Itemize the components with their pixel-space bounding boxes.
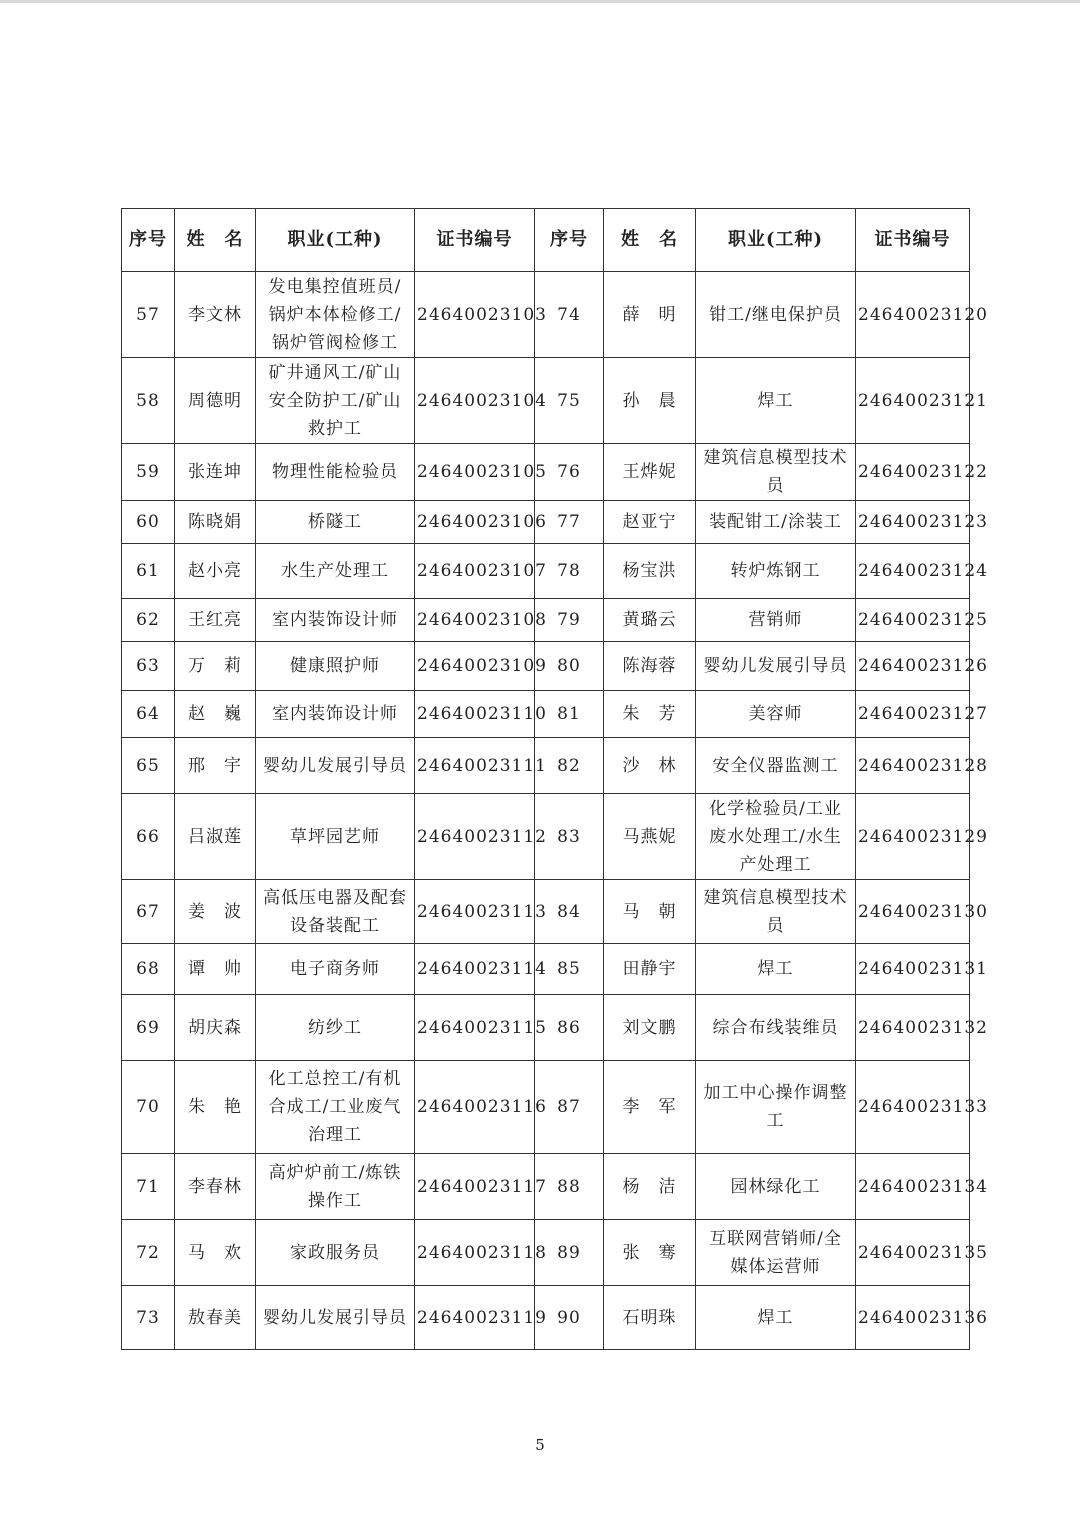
cell-job: 化工总控工/有机 合成工/工业废气 治理工 — [256, 1061, 415, 1154]
cell-name: 赵 巍 — [175, 691, 256, 738]
cell-no: 85 — [535, 944, 604, 995]
cell-name: 杨宝洪 — [604, 544, 696, 599]
table-row — [122, 358, 970, 444]
cell-name: 张连坤 — [175, 444, 256, 501]
cell-job: 焊工 — [696, 1286, 856, 1350]
cell-no: 61 — [122, 544, 175, 599]
cell-name: 赵亚宁 — [604, 501, 696, 544]
cell-name: 刘文鹏 — [604, 995, 696, 1061]
table-row — [122, 995, 970, 1061]
cell-name: 赵小亮 — [175, 544, 256, 599]
cell-no: 81 — [535, 691, 604, 738]
cell-job: 婴幼儿发展引导员 — [256, 1286, 415, 1350]
cell-cert: 24640023126 — [856, 642, 970, 691]
cell-cert: 24640023130 — [856, 880, 970, 944]
table-row — [122, 880, 970, 944]
header-name: 姓 名 — [175, 209, 256, 272]
cell-no: 82 — [535, 738, 604, 794]
cell-cert: 24640023119 — [415, 1286, 535, 1350]
cell-no: 66 — [122, 794, 175, 880]
cell-cert: 24640023135 — [856, 1220, 970, 1286]
cell-job: 婴幼儿发展引导员 — [256, 738, 415, 794]
header-cert: 证书编号 — [856, 209, 970, 272]
cell-name: 万 莉 — [175, 642, 256, 691]
table-row — [122, 272, 970, 358]
cell-name: 李文林 — [175, 272, 256, 358]
cell-job: 加工中心操作调整工 — [696, 1061, 856, 1154]
cell-job: 电子商务师 — [256, 944, 415, 995]
cell-no: 83 — [535, 794, 604, 880]
cell-name: 马 朝 — [604, 880, 696, 944]
cell-cert: 24640023112 — [415, 794, 535, 880]
cell-name: 胡庆森 — [175, 995, 256, 1061]
cell-name: 薛 明 — [604, 272, 696, 358]
cell-name: 陈晓娟 — [175, 501, 256, 544]
cell-name: 王红亮 — [175, 599, 256, 642]
cell-name: 沙 林 — [604, 738, 696, 794]
table-row — [122, 501, 970, 544]
cell-no: 80 — [535, 642, 604, 691]
cell-job: 焊工 — [696, 944, 856, 995]
cell-cert: 24640023117 — [415, 1154, 535, 1220]
cell-cert: 24640023109 — [415, 642, 535, 691]
header-no: 序号 — [535, 209, 604, 272]
cell-no: 75 — [535, 358, 604, 444]
cell-no: 88 — [535, 1154, 604, 1220]
table-row — [122, 738, 970, 794]
cell-no: 78 — [535, 544, 604, 599]
cell-no: 73 — [122, 1286, 175, 1350]
header-job: 职业(工种) — [696, 209, 856, 272]
cell-name: 田静宇 — [604, 944, 696, 995]
cell-cert: 24640023106 — [415, 501, 535, 544]
cell-cert: 24640023128 — [856, 738, 970, 794]
cell-no: 58 — [122, 358, 175, 444]
cell-name: 朱 艳 — [175, 1061, 256, 1154]
cell-cert: 24640023118 — [415, 1220, 535, 1286]
cell-name: 石明珠 — [604, 1286, 696, 1350]
cell-no: 79 — [535, 599, 604, 642]
cell-job: 建筑信息模型技术员 — [696, 880, 856, 944]
table-row — [122, 1220, 970, 1286]
cell-no: 87 — [535, 1061, 604, 1154]
cell-job: 营销师 — [696, 599, 856, 642]
cell-cert: 24640023108 — [415, 599, 535, 642]
cell-cert: 24640023125 — [856, 599, 970, 642]
table-row — [122, 691, 970, 738]
cell-cert: 24640023127 — [856, 691, 970, 738]
cell-job: 美容师 — [696, 691, 856, 738]
cell-no: 67 — [122, 880, 175, 944]
cell-name: 姜 波 — [175, 880, 256, 944]
scan-top-edge — [0, 0, 1080, 3]
cell-cert: 24640023116 — [415, 1061, 535, 1154]
cell-no: 57 — [122, 272, 175, 358]
cell-no: 89 — [535, 1220, 604, 1286]
cell-cert: 24640023134 — [856, 1154, 970, 1220]
cell-no: 86 — [535, 995, 604, 1061]
cell-name: 李春林 — [175, 1154, 256, 1220]
cell-no: 90 — [535, 1286, 604, 1350]
cell-cert: 24640023129 — [856, 794, 970, 880]
cell-no: 65 — [122, 738, 175, 794]
cell-cert: 24640023124 — [856, 544, 970, 599]
cell-name: 周德明 — [175, 358, 256, 444]
cell-name: 黄璐云 — [604, 599, 696, 642]
certificate-table — [121, 208, 988, 1350]
cell-name: 朱 芳 — [604, 691, 696, 738]
cell-no: 59 — [122, 444, 175, 501]
cell-no: 84 — [535, 880, 604, 944]
cell-job: 建筑信息模型技术员 — [696, 444, 856, 501]
cell-no: 71 — [122, 1154, 175, 1220]
cell-cert: 24640023133 — [856, 1061, 970, 1154]
cell-job: 园林绿化工 — [696, 1154, 856, 1220]
cell-name: 李 军 — [604, 1061, 696, 1154]
table-row — [122, 599, 970, 642]
page-number: 5 — [535, 1436, 545, 1454]
cell-cert: 24640023114 — [415, 944, 535, 995]
cell-name: 吕淑莲 — [175, 794, 256, 880]
cell-job: 桥隧工 — [256, 501, 415, 544]
cell-cert: 24640023132 — [856, 995, 970, 1061]
cell-job: 草坪园艺师 — [256, 794, 415, 880]
cell-no: 74 — [535, 272, 604, 358]
cell-name: 陈海蓉 — [604, 642, 696, 691]
cell-cert: 24640023113 — [415, 880, 535, 944]
cell-job: 转炉炼钢工 — [696, 544, 856, 599]
cell-job: 化学检验员/工业 废水处理工/水生 产处理工 — [696, 794, 856, 880]
cell-cert: 24640023111 — [415, 738, 535, 794]
cell-job: 婴幼儿发展引导员 — [696, 642, 856, 691]
header-no: 序号 — [122, 209, 175, 272]
cell-no: 72 — [122, 1220, 175, 1286]
cell-no: 69 — [122, 995, 175, 1061]
cell-job: 安全仪器监测工 — [696, 738, 856, 794]
cell-name: 王烨妮 — [604, 444, 696, 501]
cell-job: 矿井通风工/矿山 安全防护工/矿山 救护工 — [256, 358, 415, 444]
cell-cert: 24640023131 — [856, 944, 970, 995]
cell-job: 健康照护师 — [256, 642, 415, 691]
cell-job: 室内装饰设计师 — [256, 599, 415, 642]
table-row — [122, 1154, 970, 1220]
cell-job: 家政服务员 — [256, 1220, 415, 1286]
table-header-row — [122, 209, 970, 272]
table-row — [122, 944, 970, 995]
cell-no: 70 — [122, 1061, 175, 1154]
header-job: 职业(工种) — [256, 209, 415, 272]
cell-name: 谭 帅 — [175, 944, 256, 995]
cell-job: 高低压电器及配套 设备装配工 — [256, 880, 415, 944]
table-row — [122, 544, 970, 599]
cell-name: 孙 晨 — [604, 358, 696, 444]
cell-job: 装配钳工/涂装工 — [696, 501, 856, 544]
table-row — [122, 1061, 970, 1154]
table-row — [122, 1286, 970, 1350]
cell-name: 张 骞 — [604, 1220, 696, 1286]
cell-cert: 24640023120 — [856, 272, 970, 358]
table-body — [122, 272, 988, 1350]
cell-name: 马 欢 — [175, 1220, 256, 1286]
cell-cert: 24640023104 — [415, 358, 535, 444]
cell-job: 水生产处理工 — [256, 544, 415, 599]
cell-no: 68 — [122, 944, 175, 995]
cell-job: 纺纱工 — [256, 995, 415, 1061]
cell-no: 62 — [122, 599, 175, 642]
table-row — [122, 794, 970, 880]
cell-no: 77 — [535, 501, 604, 544]
cell-cert: 24640023103 — [415, 272, 535, 358]
cell-job: 高炉炉前工/炼铁 操作工 — [256, 1154, 415, 1220]
cell-name: 邢 宇 — [175, 738, 256, 794]
cell-cert: 24640023105 — [415, 444, 535, 501]
cell-cert: 24640023123 — [856, 501, 970, 544]
cell-no: 63 — [122, 642, 175, 691]
cell-cert: 24640023136 — [856, 1286, 970, 1350]
cell-name: 杨 洁 — [604, 1154, 696, 1220]
cell-cert: 24640023115 — [415, 995, 535, 1061]
cell-no: 64 — [122, 691, 175, 738]
cell-cert: 24640023107 — [415, 544, 535, 599]
cell-cert: 24640023121 — [856, 358, 970, 444]
table-row — [122, 444, 970, 501]
cell-name: 马燕妮 — [604, 794, 696, 880]
cell-job: 焊工 — [696, 358, 856, 444]
cell-job: 物理性能检验员 — [256, 444, 415, 501]
cell-job: 综合布线装维员 — [696, 995, 856, 1061]
cell-job: 发电集控值班员/ 锅炉本体检修工/ 锅炉管阀检修工 — [256, 272, 415, 358]
cell-job: 室内装饰设计师 — [256, 691, 415, 738]
cell-no: 60 — [122, 501, 175, 544]
cell-job: 互联网营销师/全 媒体运营师 — [696, 1220, 856, 1286]
cell-cert: 24640023110 — [415, 691, 535, 738]
cell-job: 钳工/继电保护员 — [696, 272, 856, 358]
cell-no: 76 — [535, 444, 604, 501]
table-row — [122, 642, 970, 691]
header-name: 姓 名 — [604, 209, 696, 272]
cell-cert: 24640023122 — [856, 444, 970, 501]
header-cert: 证书编号 — [415, 209, 535, 272]
cell-name: 敖春美 — [175, 1286, 256, 1350]
